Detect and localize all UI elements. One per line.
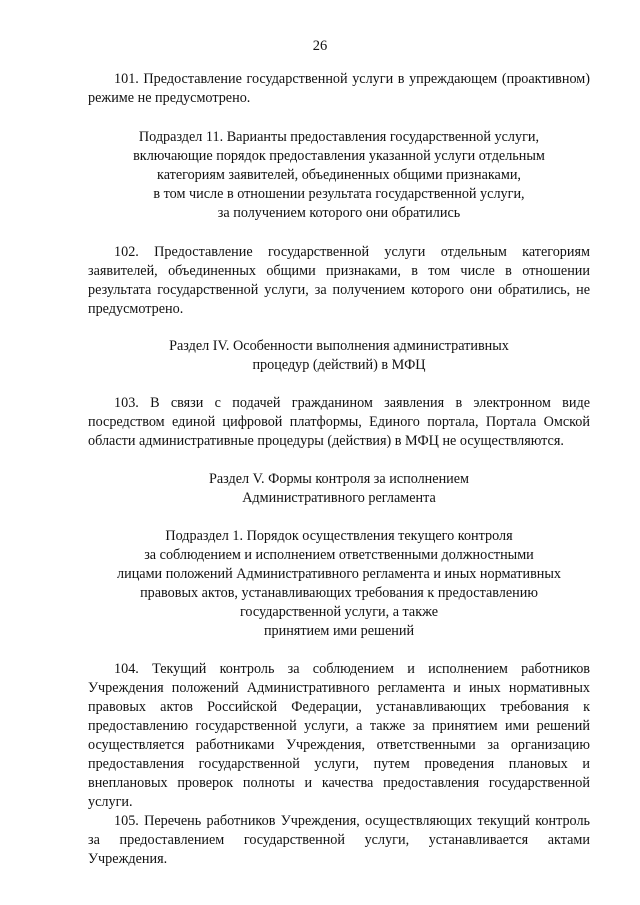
heading-line: правовых актов, устанавливающих требования к предоставлению (140, 585, 538, 601)
heading-line: процедур (действий) в МФЦ (252, 357, 426, 373)
heading-line: в том числе в отношении результата государственной услуги, (153, 186, 525, 202)
paragraph-102: 102. Предоставление государственной услуги отдельным категориям заявителей, объединенных общими признаками, в том числе в отношении результата государственной услуги, за получением которого они обратились, не предусмотрено. (88, 244, 590, 317)
paragraph-103: 103. В связи с подачей гражданином заявления в электронном виде посредством единой цифровой платформы, Единого портала, Портала Омской области административные процедуры (действия) в МФЦ не осуществляются. (88, 395, 590, 449)
heading-line: за получением которого они обратились (217, 205, 461, 221)
paragraph-105: 105. Перечень работников Учреждения, осуществляющих текущий контроль за предоставлением государственной услуги, устанавливается актами Учреждения. (88, 813, 590, 867)
heading-line: Раздел V. Формы контроля за исполнением (208, 471, 470, 487)
section-5-heading (88, 470, 590, 508)
heading-line: включающие порядок предоставления указанной услуги отдельным (133, 148, 545, 164)
heading-line: Раздел IV. Особенности выполнения административных (169, 338, 509, 354)
heading-line: принятием ими решений (263, 623, 415, 639)
heading-line: государственной услуги, а также (239, 604, 439, 620)
heading-line: за соблюдением и исполнением ответственными должностными (144, 547, 534, 563)
heading-line: Подраздел 11. Варианты предоставления государственной услуги, (138, 129, 540, 145)
heading-line: категориям заявителей, объединенных общими признаками, (157, 167, 521, 183)
document-body (88, 70, 590, 869)
heading-line: Административного регламента (242, 490, 436, 506)
section-4-heading (88, 337, 590, 375)
subsection-1-heading (88, 527, 590, 641)
page-number: 26 (312, 38, 328, 54)
heading-line: лицами положений Административного регламента и иных нормативных (117, 566, 561, 582)
paragraph-101: 101. Предоставление государственной услуги в упреждающем (проактивном) режиме не предусмотрено. (88, 71, 590, 106)
heading-line: Подраздел 1. Порядок осуществления текущего контроля (165, 528, 513, 544)
paragraph-104: 104. Текущий контроль за соблюдением и исполнением работников Учреждения положений Административного регламента и иных нормативных правовых актов Российской Федерации, устанавливающих требования к предоставлению государственной услуги, а также за принятием ими решений осуществляется работниками Учреждения, ответственными за организацию предоставления государственной услуги, путем проведения плановых и внеплановых проверок полноты и качества предоставления государственной услуги. (88, 661, 590, 810)
subsection-11-heading (88, 128, 590, 223)
